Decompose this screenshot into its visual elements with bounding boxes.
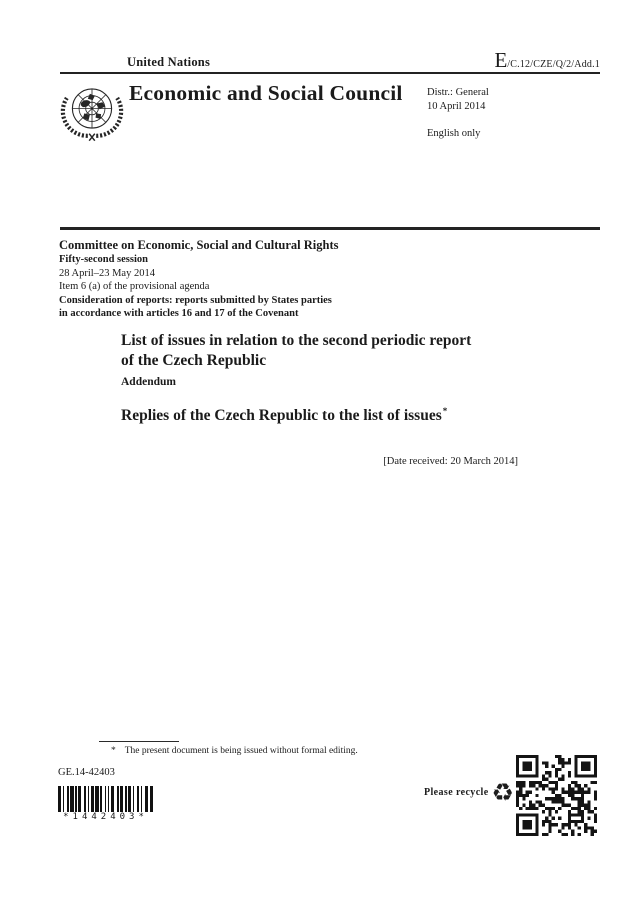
date-received: [Date received: 20 March 2014] <box>383 456 518 467</box>
subtitle-text: Replies of the Czech Republic to the list of issues <box>121 407 442 424</box>
un-emblem-icon <box>57 79 127 145</box>
footnote <box>111 746 358 756</box>
header-rule <box>60 72 600 74</box>
subtitle-footnote-marker: * <box>442 406 448 416</box>
agenda-title-line1: Consideration of reports: reports submitted by States parties <box>59 294 332 306</box>
session-number: Fifty-second session <box>59 254 148 265</box>
section-rule <box>60 227 600 230</box>
document-title-line1: List of issues in relation to the second periodic report <box>121 332 472 349</box>
session-block <box>59 237 339 321</box>
recycle-label: Please recycle <box>424 787 489 798</box>
distr-block <box>427 86 489 141</box>
council-title: Economic and Social Council <box>129 81 403 105</box>
document-subtitle <box>121 406 447 425</box>
ge-number: GE.14-42403 <box>58 767 115 778</box>
session-dates: 28 April–23 May 2014 <box>59 267 155 279</box>
barcode <box>58 786 153 812</box>
footnote-marker: * <box>111 746 116 756</box>
committee-name: Committee on Economic, Social and Cultural Rights <box>59 238 339 252</box>
agenda-item: Item 6 (a) of the provisional agenda <box>59 281 210 292</box>
org-name: United Nations <box>127 55 211 69</box>
footnote-text: The present document is being issued without formal editing. <box>124 746 358 756</box>
addendum-label: Addendum <box>121 376 176 388</box>
footnote-rule <box>99 741 179 742</box>
recycle-icon: ♻ <box>491 778 514 807</box>
recycle-mark <box>424 780 514 805</box>
barcode-text: *1442403* <box>63 812 148 822</box>
agenda-title-line2: in accordance with articles 16 and 17 of the Covenant <box>59 308 299 319</box>
document-title <box>121 331 471 370</box>
doc-symbol-number: /C.12/CZE/Q/2/Add.1 <box>507 59 600 70</box>
doc-symbol-series: E <box>494 48 508 72</box>
distr-date: 10 April 2014 <box>427 100 486 112</box>
qr-code <box>516 755 597 836</box>
language-line: English only <box>427 128 481 139</box>
document-title-line2: of the Czech Republic <box>121 351 267 369</box>
distr-line: Distr.: General <box>427 87 489 98</box>
